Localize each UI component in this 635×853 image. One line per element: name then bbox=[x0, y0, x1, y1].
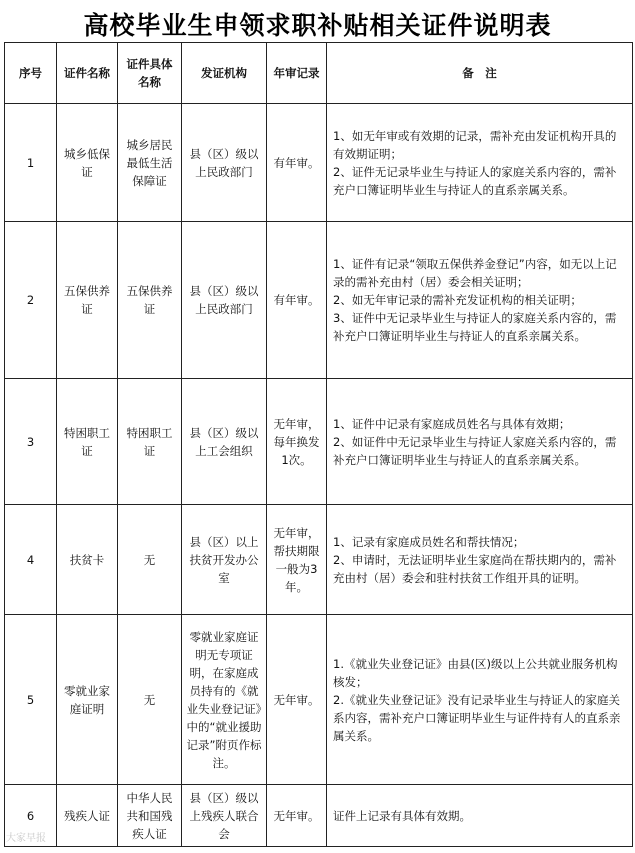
row-remark bbox=[327, 222, 633, 379]
document-title: 高校毕业生申领求职补贴相关证件说明表 bbox=[83, 11, 552, 40]
row-audit: 有年审。 bbox=[267, 222, 327, 379]
remark-line: 2、证件无记录毕业生与持证人的家庭关系内容的，需补充户口簿证明毕业生与持证人的直系亲属关系。 bbox=[333, 164, 617, 197]
remark-line: 1、证件有记录“领取五保供养金登记”内容，如无以上记录的需补充由村（居）委会相关证明； bbox=[333, 257, 617, 289]
row-cert-name: 扶贫卡 bbox=[57, 505, 118, 615]
row-issuer: 零就业家庭证明无专项证明，在家庭成员持有的《就业失业登记证》中的“就业援助记录”附页作标注。 bbox=[182, 615, 267, 785]
table-row bbox=[5, 222, 633, 379]
row-remark bbox=[327, 505, 633, 615]
row-seq: 6 bbox=[5, 785, 57, 847]
row-cert-name: 残疾人证 bbox=[57, 785, 118, 847]
row-seq: 3 bbox=[5, 379, 57, 505]
row-issuer: 县（区）以上扶贫开发办公室 bbox=[182, 505, 267, 615]
row-seq: 4 bbox=[5, 505, 57, 615]
table-row bbox=[5, 505, 633, 615]
row-cert-specific: 无 bbox=[118, 505, 182, 615]
row-audit: 无年审，帮扶期限一般为3年。 bbox=[267, 505, 327, 615]
row-issuer: 县（区）级以上工会组织 bbox=[182, 379, 267, 505]
row-remark bbox=[327, 785, 633, 847]
header-cert-name: 证件名称 bbox=[57, 43, 118, 104]
header-seq: 序号 bbox=[5, 43, 57, 104]
remark-line: 1、如无年审或有效期的记录，需补充由发证机构开具的有效期证明； bbox=[333, 128, 617, 161]
remark-line: 3、证件中无记录毕业生与持证人的家庭关系内容的，需补充户口簿证明毕业生与持证人的直系亲属关系。 bbox=[333, 311, 617, 343]
row-cert-specific: 五保供养证 bbox=[118, 222, 182, 379]
row-seq: 1 bbox=[5, 104, 57, 222]
table-body bbox=[5, 104, 633, 847]
row-audit: 无年审，每年换发1次。 bbox=[267, 379, 327, 505]
remark-line: 2.《就业失业登记证》没有记录毕业生与持证人的家庭关系内容，需补充户口簿证明毕业生与证件持有人的直系亲属关系。 bbox=[333, 692, 621, 743]
row-cert-specific: 城乡居民最低生活保障证 bbox=[118, 104, 182, 222]
header-remark: 备 注 bbox=[327, 43, 633, 104]
remark-line: 2、申请时，无法证明毕业生家庭尚在帮扶期内的，需补充由村（居）委会和驻村扶贫工作组开具的证明。 bbox=[333, 552, 617, 585]
header-audit: 年审记录 bbox=[267, 43, 327, 104]
row-remark bbox=[327, 104, 633, 222]
row-remark bbox=[327, 615, 633, 785]
row-issuer: 县（区）级以上民政部门 bbox=[182, 104, 267, 222]
row-cert-name: 城乡低保证 bbox=[57, 104, 118, 222]
row-cert-name: 五保供养证 bbox=[57, 222, 118, 379]
row-issuer: 县（区）级以上残疾人联合会 bbox=[182, 785, 267, 847]
row-audit: 无年审。 bbox=[267, 785, 327, 847]
table-row bbox=[5, 379, 633, 505]
remark-line: 1、证件中记录有家庭成员姓名与具体有效期； bbox=[333, 416, 571, 431]
header-cert-specific: 证件具体名称 bbox=[118, 43, 182, 104]
table-row bbox=[5, 615, 633, 785]
row-issuer: 县（区）级以上民政部门 bbox=[182, 222, 267, 379]
header-issuer: 发证机构 bbox=[182, 43, 267, 104]
remark-line: 2、如证件中无记录毕业生与持证人家庭关系内容的，需补充户口簿证明毕业生与持证人的直系亲属关系。 bbox=[333, 434, 617, 467]
row-remark bbox=[327, 379, 633, 505]
header-row bbox=[5, 43, 633, 104]
row-seq: 5 bbox=[5, 615, 57, 785]
remark-line: 1、记录有家庭成员姓名和帮扶情况； bbox=[333, 534, 525, 549]
row-cert-specific: 中华人民共和国残疾人证 bbox=[118, 785, 182, 847]
row-cert-specific: 无 bbox=[118, 615, 182, 785]
row-seq: 2 bbox=[5, 222, 57, 379]
row-cert-specific: 特困职工证 bbox=[118, 379, 182, 505]
row-cert-name: 特困职工证 bbox=[57, 379, 118, 505]
remark-line: 2、如无年审记录的需补充发证机构的相关证明； bbox=[333, 293, 582, 307]
row-cert-name: 零就业家庭证明 bbox=[57, 615, 118, 785]
watermark: 大家早报 bbox=[6, 833, 46, 844]
remark-line: 证件上记录有具体有效期。 bbox=[333, 808, 471, 823]
table-row bbox=[5, 104, 633, 222]
remark-line: 1.《就业失业登记证》由县(区)级以上公共就业服务机构核发； bbox=[333, 656, 618, 689]
row-audit: 无年审。 bbox=[267, 615, 327, 785]
table-row bbox=[5, 785, 633, 847]
certificate-table bbox=[4, 42, 633, 847]
row-audit: 有年审。 bbox=[267, 104, 327, 222]
